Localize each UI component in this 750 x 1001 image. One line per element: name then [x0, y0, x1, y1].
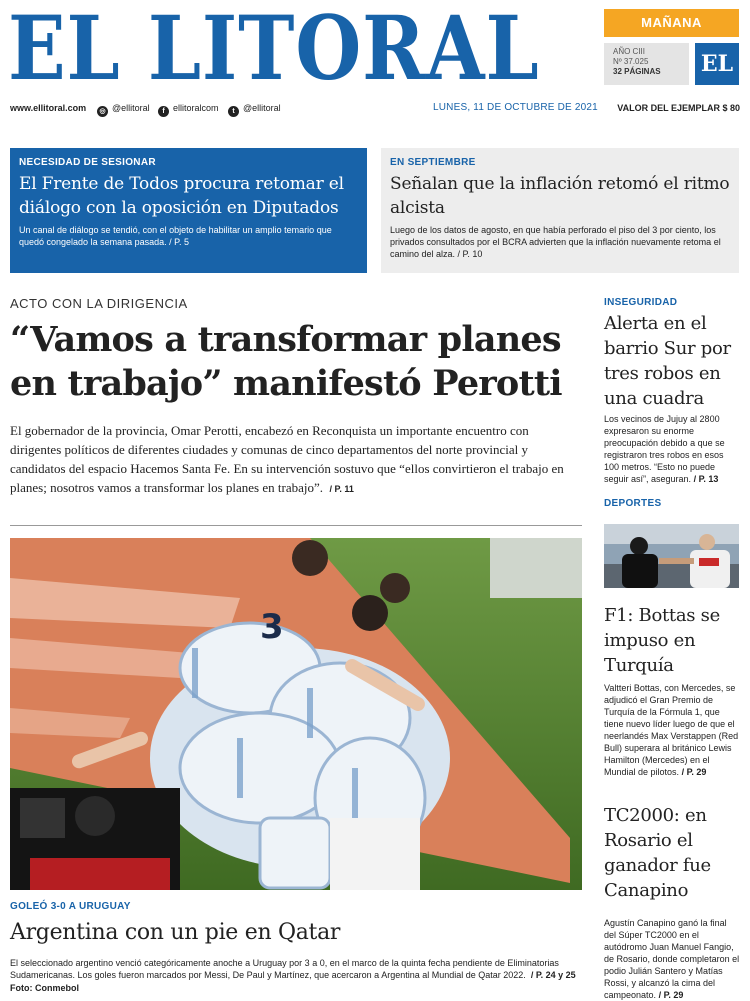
sidebar-story-tc2000[interactable]	[604, 803, 740, 1001]
main-body	[10, 421, 582, 499]
page-reference: / P. 13	[693, 474, 719, 484]
photo-story-kicker: GOLEÓ 3-0 A URUGUAY	[10, 901, 131, 912]
football-celebration-photo	[10, 538, 582, 890]
edition-year: AÑO CIII	[613, 47, 646, 56]
website-link[interactable]: www.ellitoral.com	[10, 103, 87, 113]
newspaper-title: EL LITORAL	[8, 0, 540, 100]
sidebar-story-security[interactable]	[604, 297, 740, 485]
story-top-right[interactable]	[381, 148, 739, 273]
story-summary-text: Valtteri Bottas, con Mercedes, se adjudicó el Gran Premio de Turquía de la Fórmula 1, que tiene nuevo líder luego de que el neerlandés Max Verstappen (Red Bull) superara al británico Lewis Hamilton (Mercedes) en el Mundial de pilotos.	[604, 683, 739, 777]
page-reference: / P. 24 y 25	[530, 970, 576, 980]
edition-box	[604, 9, 739, 85]
edition-info	[604, 43, 689, 85]
instagram-handle: @ellitoral	[112, 103, 150, 113]
story-summary	[604, 682, 740, 778]
facebook-handle: ellitoralcom	[173, 103, 219, 113]
photo-story-headline[interactable]: Argentina con un pie en Qatar	[10, 920, 341, 945]
edition-tag: MAÑANA	[604, 9, 739, 37]
story-kicker: INSEGURIDAD	[604, 297, 678, 308]
story-summary-text: Los vecinos de Jujuy al 2800 expresaron su enorme preocupación debido a que se registraron tres robos en esos 100 metros. “Esto no puede seguir así”, aseguran.	[604, 414, 725, 484]
story-summary: Luego de los datos de agosto, en que había perforado el piso del 3 por ciento, los privados consultados por el BCRA advierten que la inflación nuevamente retoma el camino del alza. / P. 10	[390, 225, 721, 259]
story-summary: Un canal de diálogo se tendió, con el objeto de habilitar un amplio temario que quedó congelado la semana pasada. / P. 5	[19, 225, 332, 247]
section-label-sports: DEPORTES	[604, 498, 662, 509]
divider	[10, 525, 582, 526]
story-headline: El Frente de Todos procura retomar el diálogo con la oposición en Diputados	[19, 174, 344, 218]
info-bar	[10, 100, 740, 116]
story-headline: TC2000: en Rosario el ganador fue Canapino	[604, 805, 711, 901]
story-headline: Alerta en el barrio Sur por tres robos en una cuadra	[604, 313, 731, 409]
photo-credit: Foto: Conmebol	[10, 983, 79, 993]
main-kicker: ACTO CON LA DIRIGENCIA	[10, 296, 188, 311]
story-summary	[604, 917, 740, 1001]
svg-text:3: 3	[260, 607, 284, 647]
issue-price: VALOR DEL EJEMPLAR $ 80	[617, 103, 740, 113]
facebook-link[interactable]	[158, 101, 219, 117]
main-headline[interactable]: “Vamos a transformar planes en trabajo” manifestó Perotti	[10, 319, 562, 404]
story-headline: Señalan que la inflación retomó el ritmo alcista	[390, 174, 730, 218]
page-reference: / P. 11	[329, 484, 354, 494]
story-headline: F1: Bottas se impuso en Turquía	[604, 605, 720, 676]
instagram-link[interactable]	[97, 101, 150, 117]
instagram-icon: ◎	[97, 106, 108, 117]
photo-story-body	[10, 957, 582, 981]
story-kicker: NECESIDAD DE SESIONAR	[19, 157, 156, 168]
edition-number: Nº 37.025	[613, 57, 649, 66]
edition-pages: 32 PÁGINAS	[613, 67, 661, 76]
twitter-handle: @ellitoral	[243, 103, 281, 113]
issue-date: LUNES, 11 DE OCTUBRE DE 2021	[433, 102, 598, 113]
story-kicker: EN SEPTIEMBRE	[390, 157, 476, 168]
el-logo: EL	[695, 43, 739, 85]
story-top-left[interactable]	[10, 148, 367, 273]
twitter-link[interactable]	[228, 101, 281, 117]
photo-story-text: El seleccionado argentino venció categóricamente anoche a Uruguay por 3 a 0, en el marco de la quinta fecha pendiente de Eliminatorias Sudamericanas. Los goles fueron marcados por Messi, De Paul y Martínez, que acercaron a Argentina al Mundial de Qatar 2022.	[10, 958, 559, 980]
page-reference: / P. 29	[658, 990, 684, 1000]
page-reference: / P. 29	[681, 767, 707, 777]
story-summary	[604, 413, 740, 485]
sidebar-story-f1[interactable]	[604, 603, 740, 778]
story-summary-text: Agustín Canapino ganó la final del Súper TC2000 en el autódromo Juan Manuel Fangio, de Rosario, donde completaron el podio Julián Santero y Matías Rossi, y alcanzó la cima del campeonato.	[604, 918, 740, 1000]
main-body-text: El gobernador de la provincia, Omar Perotti, encabezó en Reconquista un importante encuentro con dirigentes políticos de diferentes ciudades y comunas de cinco departamentos del norte provincial y candidatos del espacio Hacemos Santa Fe. En su intervención sostuvo que “ellos convirtieron el trabajo en planes; nosotros vamos a transformar los planes en trabajo”.	[10, 423, 564, 495]
twitter-icon: t	[228, 106, 239, 117]
facebook-icon: f	[158, 106, 169, 117]
f1-photo	[604, 524, 739, 588]
